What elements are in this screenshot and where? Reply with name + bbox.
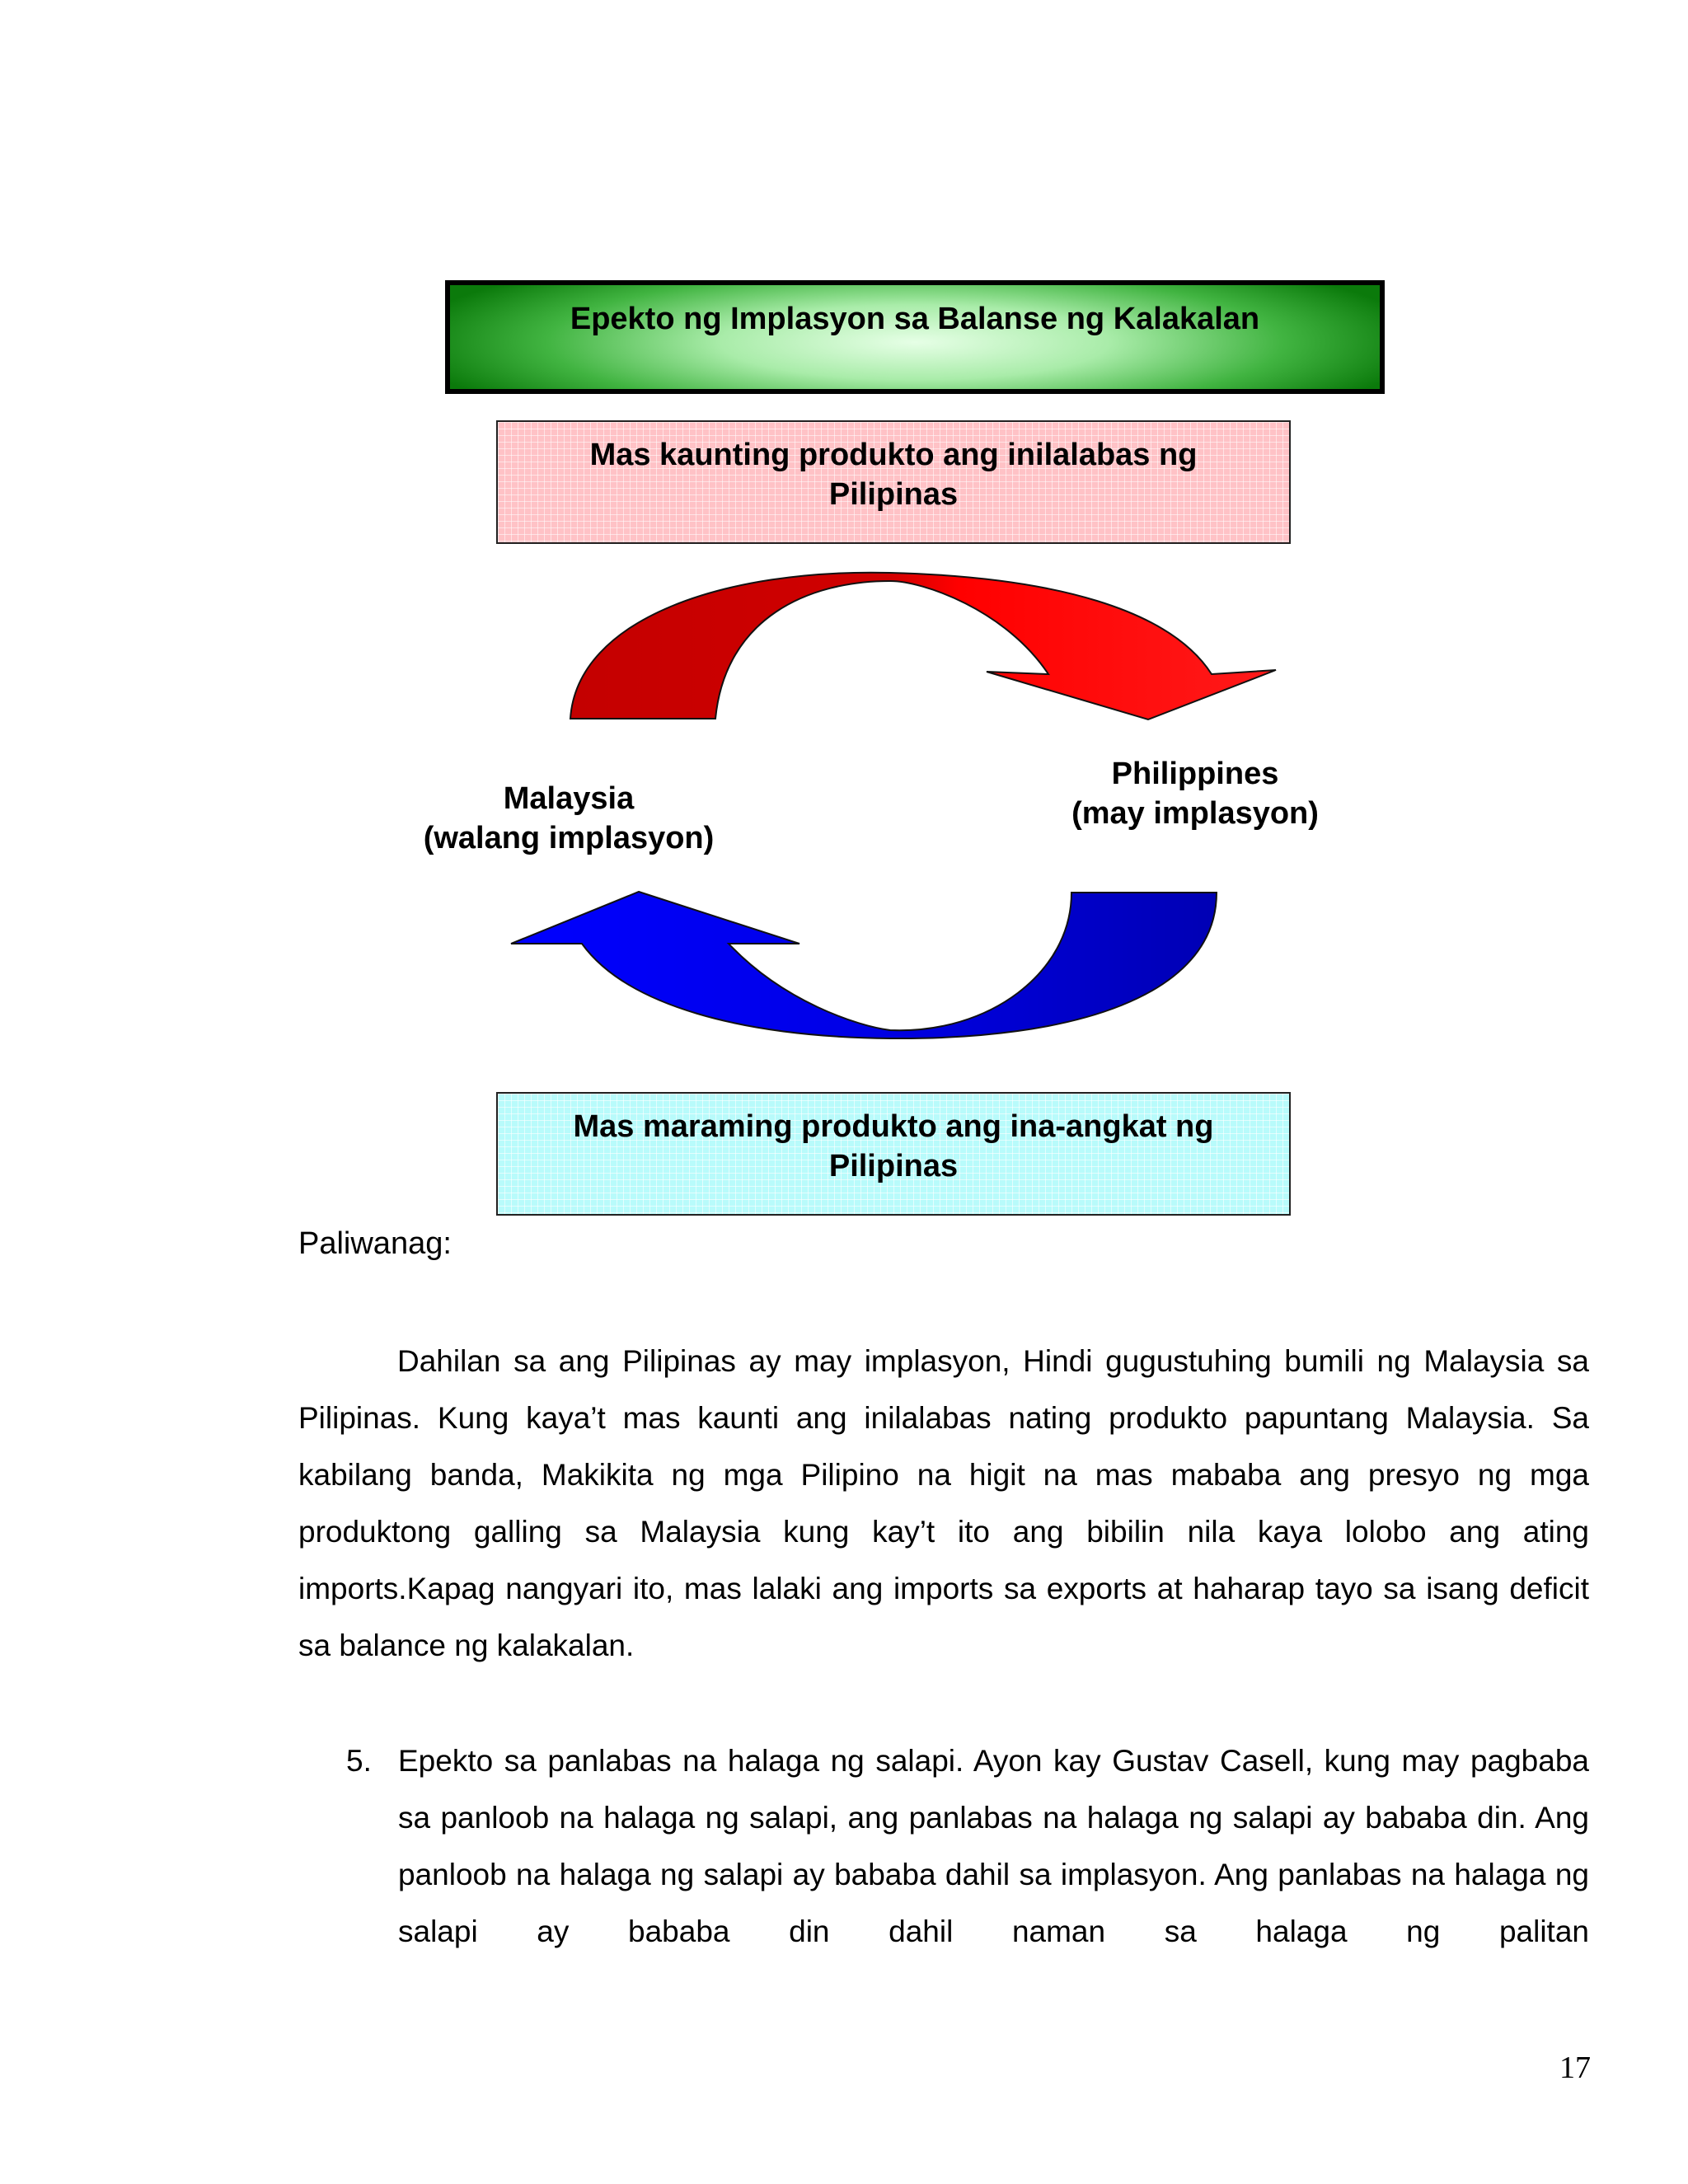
exports-box-line1: Mas kaunting produkto ang inilalabas ng [589,438,1198,472]
list-item-text: Epekto sa panlabas na halaga ng salapi. Ayon kay Gustav Casell, kung may pagbaba sa panloob na halaga ng salapi, ang panlabas na halaga ng salapi ay bababa din. Ang panloob na halaga ng salapi ay bababa dahil sa implasyon. Ang panlabas na halaga ng salapi ay bababa din dahil naman sa halaga ng palitan [398,1744,1589,1948]
imports-box-line2: Pilipinas [828,1149,959,1183]
exports-box-line2: Pilipinas [828,477,959,512]
imports-box [496,1092,1291,1216]
explanation-paragraph: Dahilan sa ang Pilipinas ay may implasyon, Hindi gugustuhing bumili ng Malaysia sa Pilipinas. Kung kaya’t mas kaunti ang inilalabas nating produkto papuntang Malaysia. Sa kabilang banda, Makikita ng mga Pilipino na higit na mas mababa ang presyo ng mga produktong galling sa Malaysia kung kay’t ito ang bibilin nila kaya lolobo ang ating imports.Kapag nangyari ito, mas lalaki ang imports sa exports at haharap tayo sa isang deficit sa balance ng kalakalan. [298,1344,1589,1662]
malaysia-name: Malaysia [503,781,635,816]
philippines-name: Philippines [1111,757,1279,791]
diagram-title: Epekto ng Implasyon sa Balanse ng Kalakalan [570,302,1260,336]
trade-cycle-arrows [0,0,1688,1088]
import-arrow [511,892,1217,1038]
export-arrow [570,573,1276,719]
philippines-label [1030,754,1360,833]
paliwanag-label: Paliwanag: [298,1226,452,1261]
malaysia-note: (walang implasyon) [423,821,715,855]
malaysia-label [396,779,742,858]
list-item-number: 5. [346,1744,372,1778]
philippines-note: (may implasyon) [1071,796,1319,831]
page-number: 17 [1559,2050,1591,2085]
imports-box-line1: Mas maraming produkto ang ina-angkat ng [573,1109,1214,1144]
